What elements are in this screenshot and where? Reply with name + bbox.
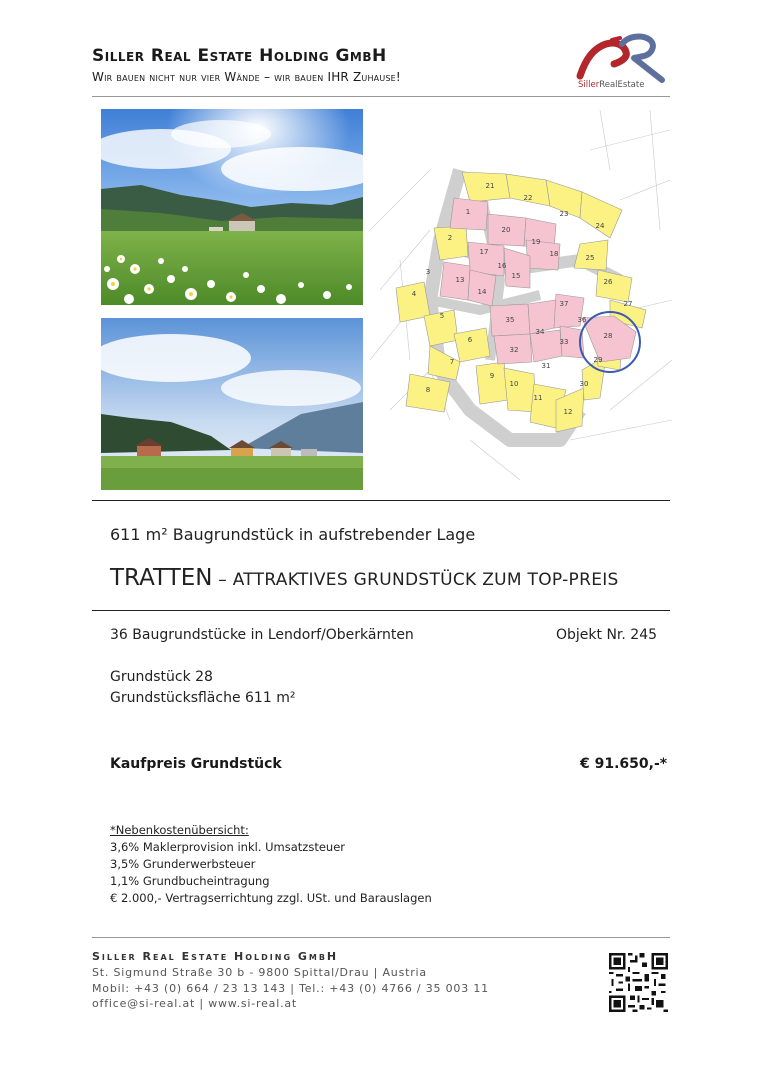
price-value: € 91.650,-* [580, 756, 668, 772]
plot-label: 33 [559, 338, 569, 346]
plot-label-highlighted: 28 [603, 332, 613, 340]
plot-label: 37 [559, 300, 569, 308]
company-slogan: Wir bauen nicht nur vier Wände – wir bauen IHR Zuhause! [92, 70, 401, 84]
plot-label: 22 [523, 194, 533, 202]
plot-label: 10 [509, 380, 519, 388]
photo-building-land [101, 318, 363, 490]
plot-label: 15 [511, 272, 521, 280]
logo-wordmark [578, 80, 644, 90]
plot-label: 8 [425, 386, 431, 394]
plots-info: 36 Baugrundstücke in Lendorf/Oberkärnten [110, 627, 414, 643]
plot-label: 19 [531, 238, 541, 246]
footer-contact-links[interactable]: office@si-real.at | www.si-real.at [92, 997, 298, 1010]
plot-label: 27 [623, 300, 633, 308]
headline-title-rest: – ATTRAKTIVES GRUNDSTÜCK ZUM TOP-PREIS [212, 570, 619, 590]
plot-label: 29 [593, 356, 603, 364]
footer-company: Siller Real Estate Holding GmbH [92, 950, 339, 963]
plot-label: 30 [579, 380, 589, 388]
footer-phone: Mobil: +43 (0) 664 / 23 13 143 | Tel.: +43 (0) 4766 / 35 003 11 [92, 982, 489, 995]
plot-label: 5 [439, 312, 445, 320]
plot-label: 12 [563, 408, 573, 416]
object-number: Objekt Nr. 245 [556, 627, 658, 643]
plot-label: 35 [505, 316, 515, 324]
logo-wordmark-siller: Siller [578, 80, 600, 90]
costs-heading: *Nebenkostenübersicht: [110, 823, 249, 837]
plot-label: 11 [533, 394, 543, 402]
plot-number: Grundstück 28 [110, 669, 213, 685]
logo-wordmark-realestate: RealEstate [599, 80, 645, 90]
plot-label: 9 [489, 372, 495, 380]
footer-address: St. Sigmund Straße 30 b - 9800 Spittal/Drau | Austria [92, 966, 427, 979]
plot-area: Grundstücksfläche 611 m² [110, 690, 296, 706]
plot-label: 26 [603, 278, 613, 286]
plot-label: 1 [465, 208, 471, 216]
headline-title-location: TRATTEN [110, 565, 213, 591]
plot-label: 16 [497, 262, 507, 270]
photo-meadow-flowers [101, 109, 363, 305]
plot-label: 34 [535, 328, 545, 336]
plot-label: 25 [585, 254, 595, 262]
plot-label: 4 [411, 290, 417, 298]
plot-label: 7 [449, 358, 455, 366]
plot-label: 36 [577, 316, 587, 324]
section-divider [92, 500, 670, 501]
plot-label: 18 [549, 250, 559, 258]
cost-item: 1,1% Grundbucheintragung [110, 874, 270, 888]
plot-label: 14 [477, 288, 487, 296]
site-plan-map [370, 110, 672, 490]
plot-label: 3 [425, 268, 431, 276]
headline-title [110, 565, 619, 591]
price-label: Kaufpreis Grundstück [110, 756, 282, 772]
footer-divider [92, 937, 670, 938]
plot-label: 23 [559, 210, 569, 218]
plot-label: 2 [447, 234, 453, 242]
plot-label: 17 [479, 248, 489, 256]
plot-label: 13 [455, 276, 465, 284]
header-divider [92, 96, 670, 97]
cost-item: € 2.000,- Vertragserrichtung zzgl. USt. und Barauslagen [110, 891, 432, 905]
qr-code [609, 953, 668, 1012]
plot-label: 6 [467, 336, 473, 344]
headline-subtitle: 611 m² Baugrundstück in aufstrebender Lage [110, 525, 476, 544]
section-divider [92, 610, 670, 611]
additional-costs [110, 822, 432, 907]
plot-label: 31 [541, 362, 551, 370]
company-title: Siller Real Estate Holding GmbH [92, 46, 387, 66]
plot-label: 24 [595, 222, 605, 230]
cost-item: 3,5% Grunderwerbsteuer [110, 857, 256, 871]
plot-label: 32 [509, 346, 519, 354]
plot-label: 21 [485, 182, 495, 190]
plot-label: 20 [501, 226, 511, 234]
cost-item: 3,6% Maklerprovision inkl. Umsatzsteuer [110, 840, 345, 854]
